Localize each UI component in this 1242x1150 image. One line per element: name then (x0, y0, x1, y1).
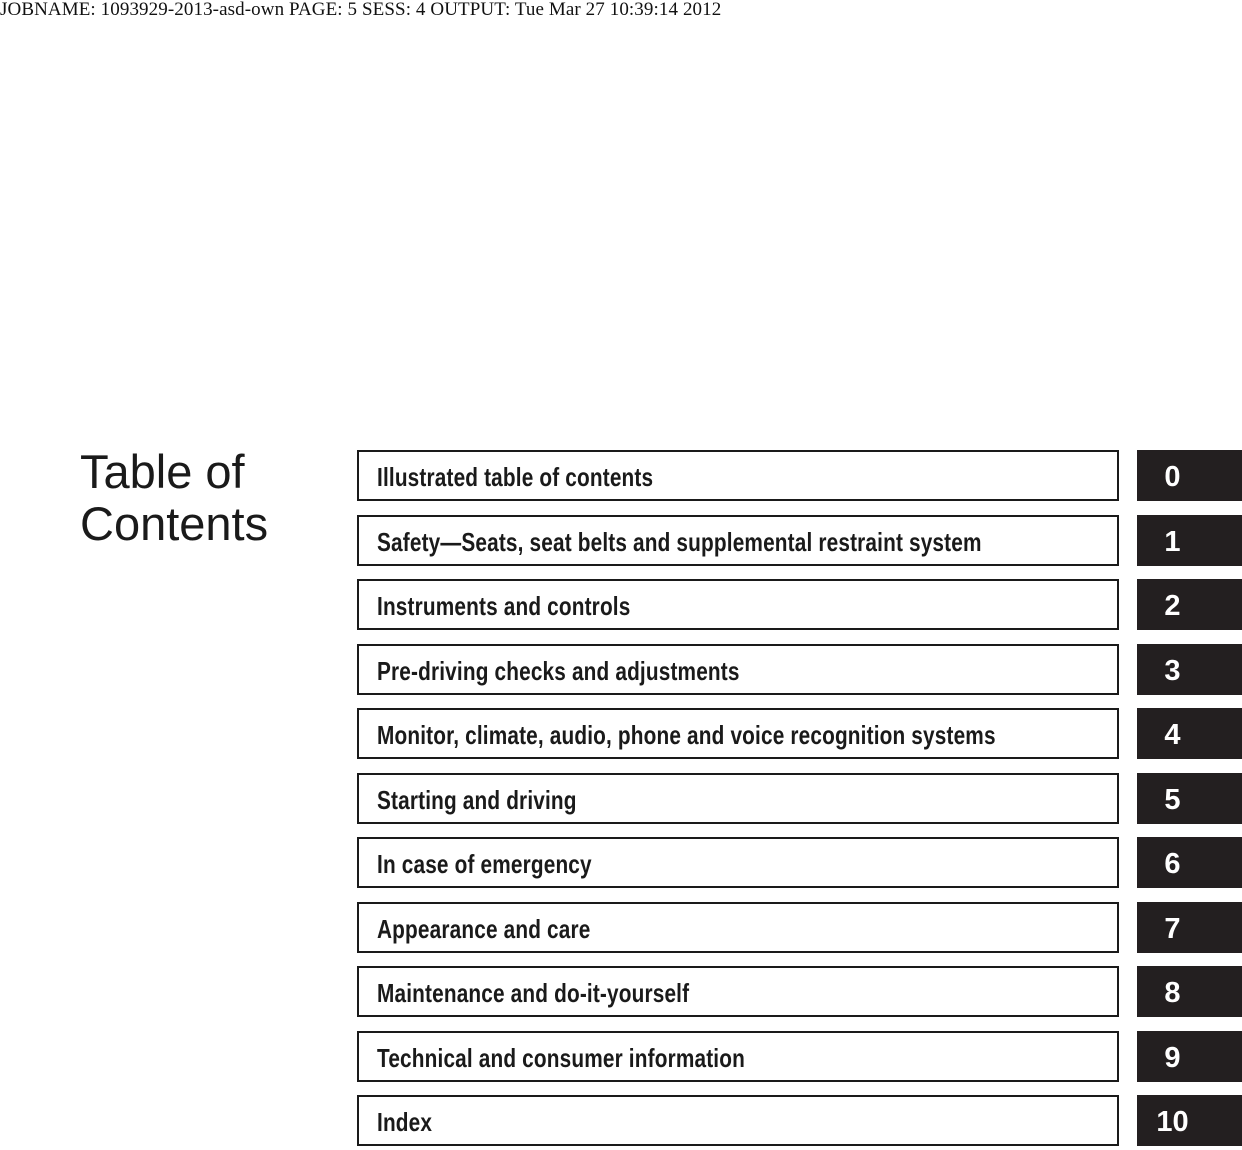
toc-entry-box[interactable] (357, 450, 1119, 501)
toc-row-starting (357, 773, 1242, 824)
toc-entry-label[interactable]: Illustrated table of contents (377, 462, 654, 492)
toc-section-list (357, 450, 1242, 1146)
section-tab-9[interactable]: 9 (1137, 1031, 1242, 1082)
toc-entry-label[interactable]: Pre-driving checks and adjustments (377, 655, 740, 686)
toc-row-illustrated-contents (357, 450, 1242, 501)
toc-entry-label[interactable]: Safety—Seats, seat belts and supplemental restraint system (377, 526, 982, 557)
section-tab-6[interactable]: 6 (1137, 837, 1242, 888)
toc-entry-label[interactable]: Index (377, 1107, 433, 1137)
toc-entry-box[interactable] (357, 515, 1119, 566)
toc-entry-label[interactable]: Technical and consumer information (377, 1042, 745, 1073)
toc-row-safety (357, 515, 1242, 566)
section-tab-2[interactable]: 2 (1137, 579, 1242, 630)
section-tab-7[interactable]: 7 (1137, 902, 1242, 953)
section-tab-5[interactable]: 5 (1137, 773, 1242, 824)
toc-row-instruments (357, 579, 1242, 630)
toc-entry-box[interactable] (357, 579, 1119, 630)
toc-entry-box[interactable] (357, 644, 1119, 695)
toc-entry-box[interactable] (357, 773, 1119, 824)
toc-row-pre-driving (357, 644, 1242, 695)
toc-entry-box[interactable] (357, 902, 1119, 953)
section-tab-1[interactable]: 1 (1137, 515, 1242, 566)
section-tab-4[interactable]: 4 (1137, 708, 1242, 759)
toc-entry-box[interactable] (357, 708, 1119, 759)
toc-row-monitor (357, 708, 1242, 759)
section-tab-0[interactable]: 0 (1137, 450, 1242, 501)
toc-entry-label[interactable]: Maintenance and do-it-yourself (377, 978, 690, 1008)
title-line-2: Contents (80, 497, 269, 550)
section-tab-8[interactable]: 8 (1137, 966, 1242, 1017)
toc-entry-label[interactable]: Starting and driving (377, 784, 577, 815)
toc-entry-box[interactable] (357, 837, 1119, 888)
section-tab-3[interactable]: 3 (1137, 644, 1242, 695)
title-line-1: Table of (80, 445, 245, 498)
toc-entry-label[interactable]: Instruments and controls (377, 591, 631, 621)
page-title (80, 446, 268, 550)
toc-row-appearance (357, 902, 1242, 953)
toc-entry-label[interactable]: Monitor, climate, audio, phone and voice recognition systems (377, 720, 996, 750)
toc-entry-box[interactable] (357, 1095, 1119, 1146)
toc-row-index (357, 1095, 1242, 1146)
toc-entry-box[interactable] (357, 1031, 1119, 1082)
section-tab-10[interactable]: 10 (1137, 1095, 1242, 1146)
toc-entry-label[interactable]: Appearance and care (377, 913, 591, 944)
print-job-header: JOBNAME: 1093929-2013-asd-own PAGE: 5 SESS: 4 OUTPUT: Tue Mar 27 10:39:14 2012 (0, 0, 722, 20)
toc-entry-box[interactable] (357, 966, 1119, 1017)
toc-row-maintenance (357, 966, 1242, 1017)
toc-row-emergency (357, 837, 1242, 888)
toc-row-technical (357, 1031, 1242, 1082)
toc-entry-label[interactable]: In case of emergency (377, 849, 592, 879)
